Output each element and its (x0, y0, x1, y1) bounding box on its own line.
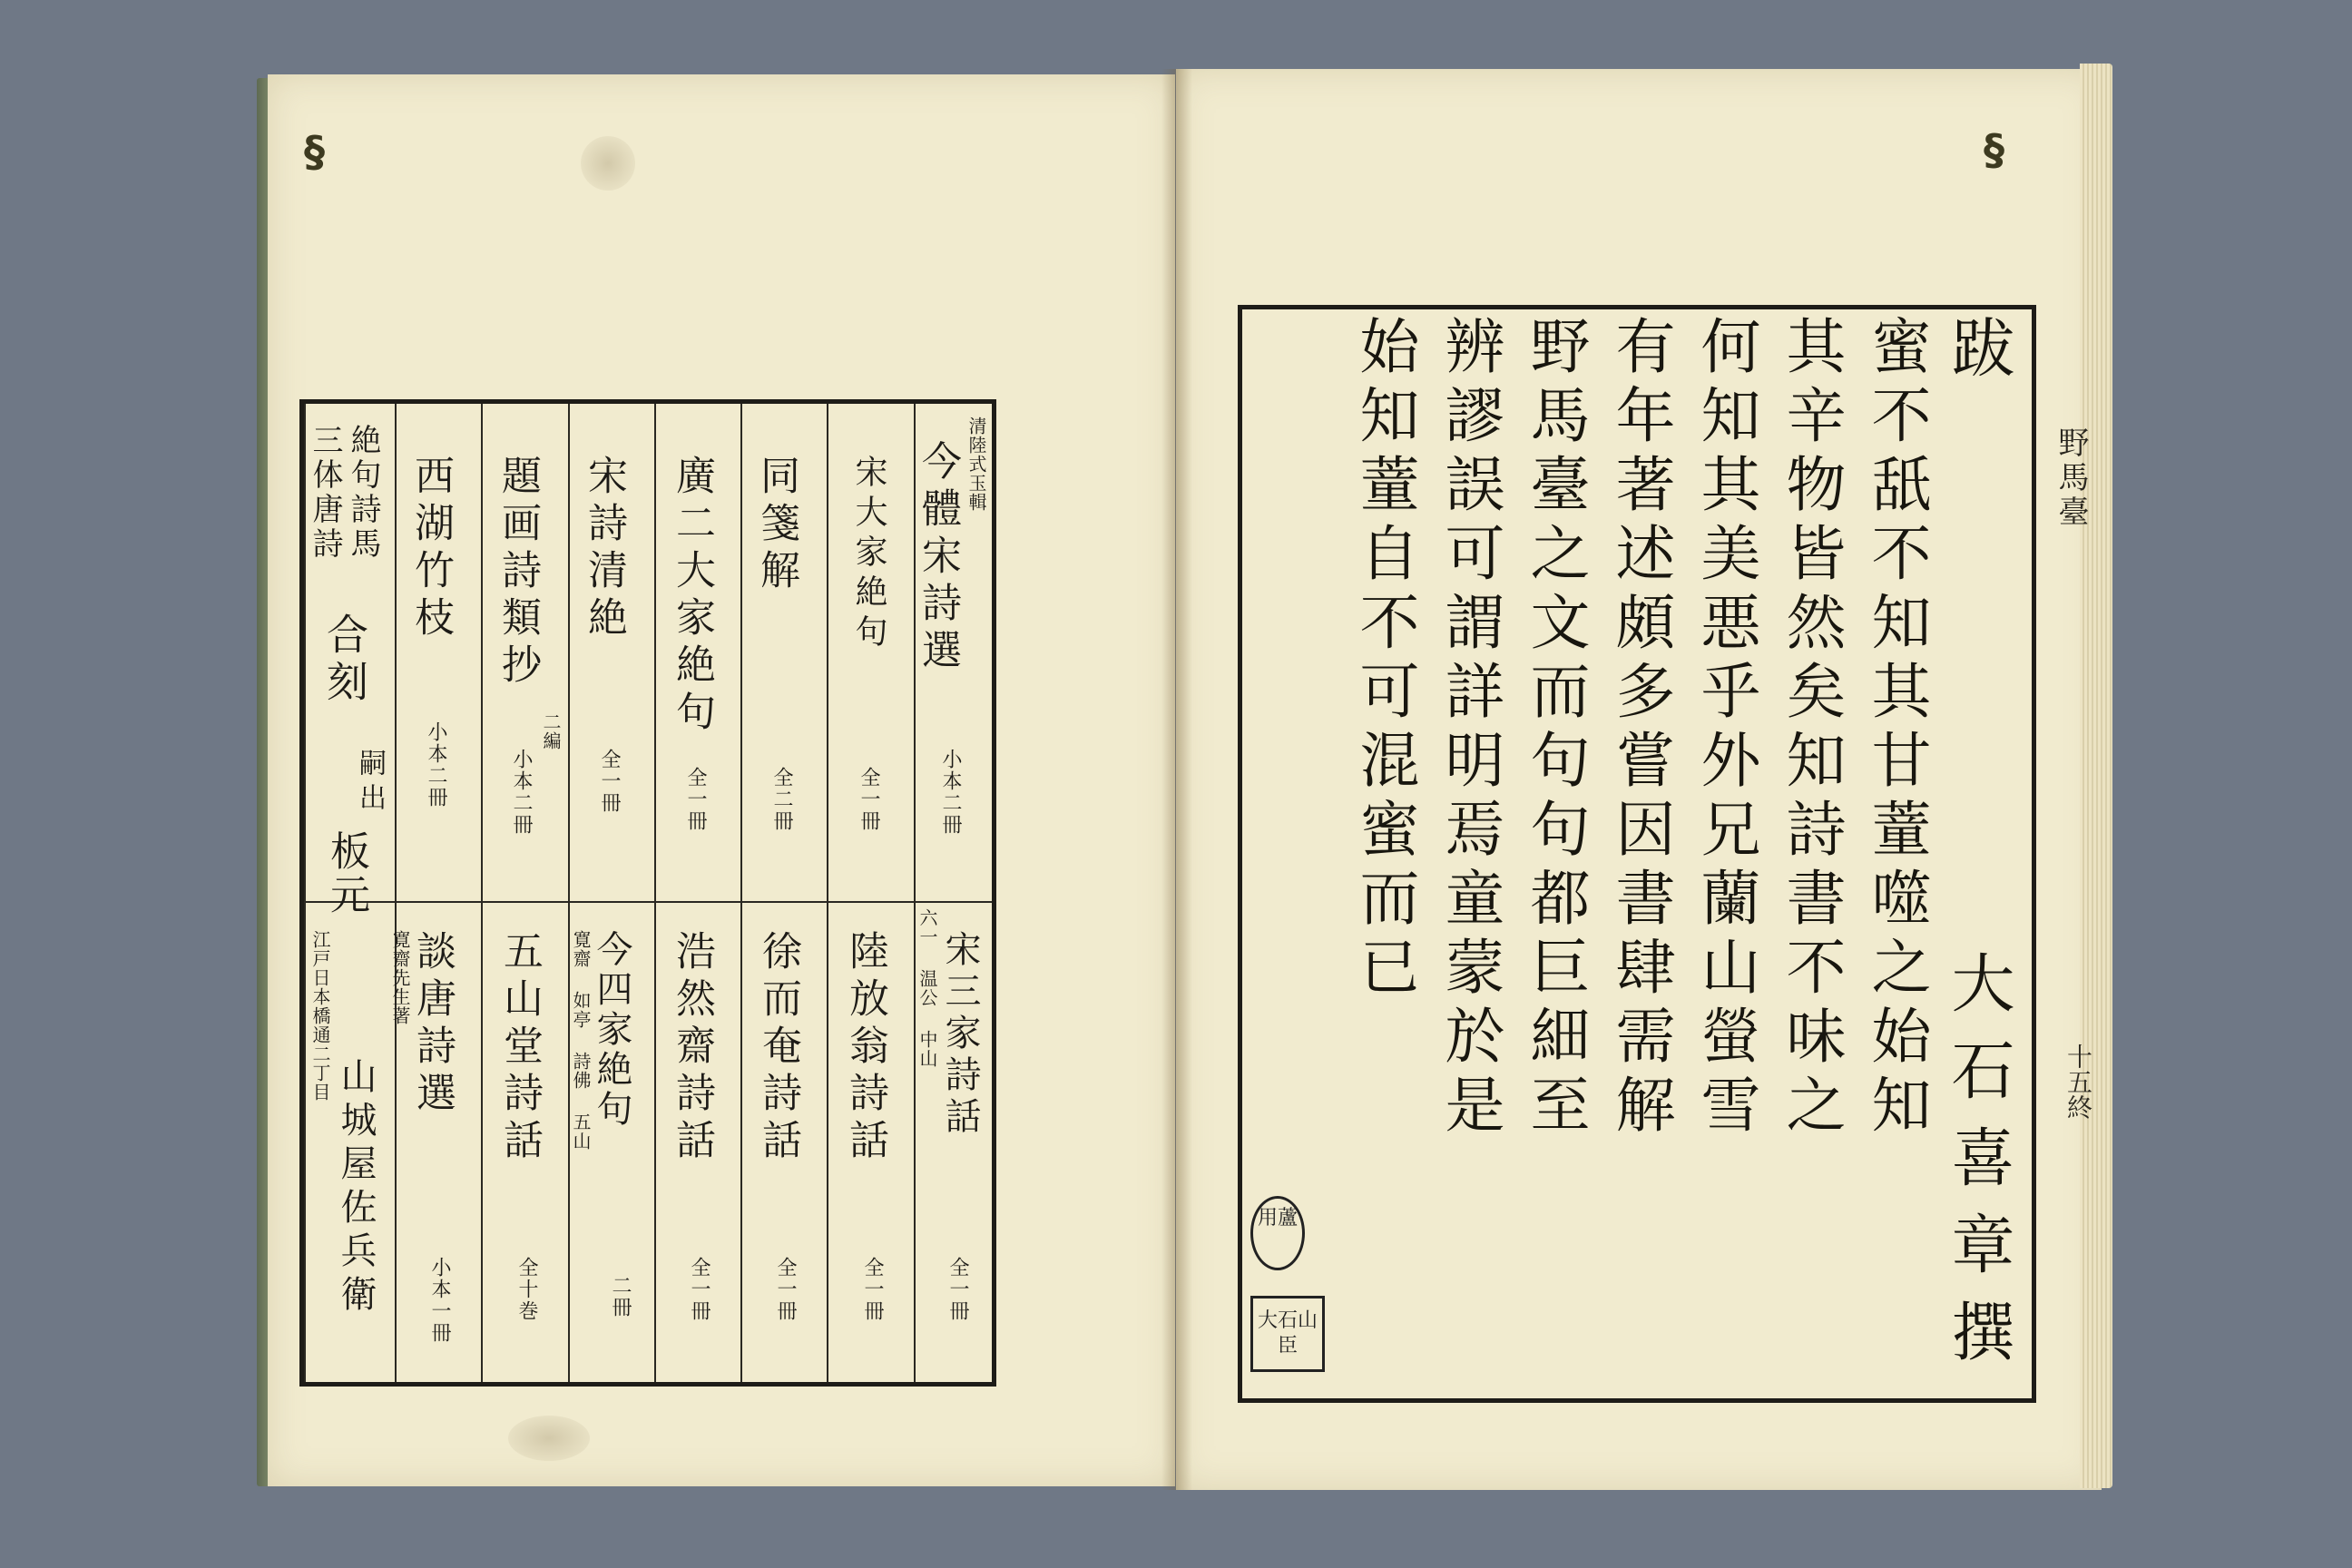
book-volumes: 小本二冊 (510, 749, 533, 836)
book-note: 清陸式玉輯 (965, 416, 987, 512)
publisher-line-1: 三体唐詩 (307, 424, 343, 562)
book-note: 二編 (540, 712, 562, 750)
paper-stain (581, 136, 635, 191)
catalog-column-3 (740, 404, 827, 1382)
book-volumes: 小本二冊 (939, 749, 962, 836)
book-title: 廣二大家絶句 (669, 455, 715, 738)
binding-thread-icon: § (1984, 125, 2004, 174)
book-gutter (1161, 69, 1192, 1490)
book-title: 今體宋詩選 (915, 440, 961, 676)
book-note-lower: 六一 温公 中山 (916, 908, 938, 1068)
book-volumes-lower: 二冊 (609, 1275, 632, 1318)
book-note: 寛齋 如亭 詩佛 五山 (570, 930, 592, 1151)
book-title: 宋大家絶句 (850, 455, 887, 654)
book-title-lower: 陸放翁詩話 (842, 930, 888, 1166)
book-volumes: 全一冊 (858, 767, 880, 832)
binding-thread-icon: § (304, 127, 325, 176)
paper-stain (508, 1416, 590, 1461)
book-volumes-lower: 全一冊 (688, 1257, 710, 1322)
book-title-lower: 徐而奄詩話 (755, 930, 801, 1166)
book-volumes: 全一冊 (598, 749, 621, 814)
book-volumes: 全二冊 (770, 767, 793, 832)
publisher-status: 嗣出 (354, 749, 386, 818)
publisher-line-2: 絶句詩馬 (345, 424, 381, 562)
postface-frame (1238, 305, 2036, 1403)
postface-column-7: 始知蕫自不可混蜜而已 (1349, 315, 1419, 1004)
postface-column-4: 有年著述頗多嘗因書肆需解 (1605, 315, 1675, 1142)
margin-folio: 十五終 (2063, 1044, 2093, 1120)
book-note: 寛齋先生著 (389, 930, 411, 1025)
book-volumes-lower: 全一冊 (861, 1257, 884, 1322)
catalog-column-5 (568, 404, 654, 1382)
catalog-column-1 (914, 404, 992, 1382)
publisher-column (304, 404, 395, 1382)
catalog-column-6 (481, 404, 568, 1382)
book-title-lower: 談唐詩選 (409, 930, 456, 1119)
book-title-lower: 今四家絶句 (591, 930, 632, 1130)
postface-column-3: 何知其美悪乎外兄蘭山螢雪 (1690, 315, 1760, 1142)
catalog-column-4 (654, 404, 740, 1382)
book-title: 西湖竹枝 (407, 455, 454, 643)
catalog-column-7 (389, 404, 481, 1382)
book-title: 宋詩清絶 (581, 455, 627, 643)
publisher-catalog (299, 399, 996, 1387)
square-seal: 大石山臣 (1250, 1296, 1325, 1372)
postface-heading: 跋 (1941, 315, 2015, 389)
postface-author: 大石喜章撰 (1941, 950, 2015, 1386)
publisher-house-label: 板元 (323, 830, 369, 917)
book-title-lower: 宋三家詩話 (939, 930, 981, 1139)
book-volumes-lower: 全一冊 (774, 1257, 797, 1322)
postface-column-6: 辨謬誤可謂詳明焉童蒙於是 (1435, 315, 1504, 1142)
book-title: 題画詩類抄 (495, 455, 541, 691)
book-volumes-lower: 全十巻 (515, 1257, 538, 1322)
book-volumes: 小本二冊 (425, 721, 447, 808)
round-seal: 用蘆 (1250, 1196, 1305, 1270)
book-volumes-lower: 全一冊 (946, 1257, 969, 1322)
publisher-name: 山城屋佐兵衛 (335, 1057, 377, 1318)
book-volumes-lower: 小本一冊 (428, 1257, 451, 1344)
page-edges (2080, 64, 2112, 1488)
publisher-joint: 合刻 (320, 612, 369, 707)
postface-column-2: 其辛物皆然矣知詩書不味之 (1776, 315, 1846, 1142)
book-volumes: 全一冊 (684, 767, 707, 832)
margin-book-title: 野馬臺 (2053, 426, 2089, 530)
book-title-lower: 浩然齋詩話 (669, 930, 715, 1166)
book-title-lower: 五山堂詩話 (496, 930, 543, 1166)
postface-column-5: 野馬臺之文而句句都巨細至 (1520, 315, 1590, 1142)
publisher-address: 江戸日本橋通二丁目 (309, 930, 331, 1102)
catalog-column-2 (827, 404, 914, 1382)
book-title: 同箋解 (753, 455, 799, 596)
postface-column-1: 蜜不舐不知其甘蕫噬之始知 (1861, 315, 1931, 1142)
